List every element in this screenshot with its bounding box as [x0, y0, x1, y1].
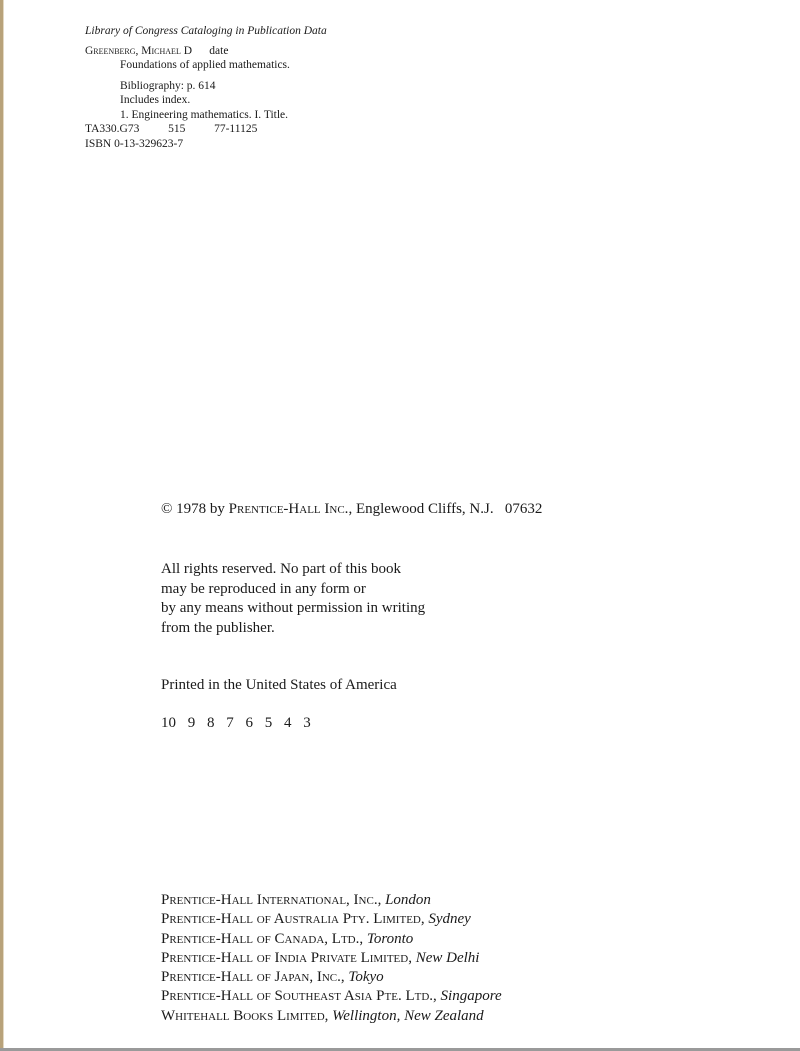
publisher-entry: Prentice-Hall of Australia Pty. Limited, Sydney [161, 911, 471, 928]
cip-heading: Library of Congress Cataloging in Publication Data [85, 25, 327, 37]
publisher-entry: Prentice-Hall of Japan, Inc., Tokyo [161, 969, 384, 986]
cip-lccn: 77-11125 [214, 123, 258, 135]
cip-classification [85, 122, 327, 137]
publisher-entry: Prentice-Hall International, Inc., London [161, 892, 431, 908]
copyright-location: , Englewood Cliffs, N.J. [348, 501, 494, 517]
publisher-name: Prentice-Hall of Australia Pty. Limited [161, 911, 421, 928]
publisher-city: Toronto [366, 930, 414, 947]
publisher-city: Wellington, New Zealand [332, 1007, 484, 1024]
publisher-entry: Prentice-Hall of Southeast Asia Pte. Ltd., Singapore [161, 988, 502, 1005]
publisher-name: Prentice-Hall of Japan, Inc. [161, 969, 341, 986]
rights-line: by any means without permission in writing [161, 600, 426, 616]
cip-subjects: 1. Engineering mathematics. I. Title. [120, 108, 289, 121]
publisher-entry: Prentice-Hall of Canada, Ltd., Toronto [161, 930, 414, 947]
publisher-entry: Prentice-Hall of India Private Limited, New Delhi [161, 949, 480, 966]
printed-in-line: Printed in the United States of America [161, 677, 397, 693]
printing-impression-line: 10 9 8 7 6 5 4 3 [161, 715, 311, 731]
copyright-line [161, 500, 542, 519]
publisher-name: Prentice-Hall of Southeast Asia Pte. Ltd. [161, 988, 434, 1005]
cip-isbn: ISBN 0-13-329623-7 [85, 137, 184, 150]
publisher-city: Singapore [440, 988, 502, 1005]
cip-block [85, 24, 327, 151]
publisher-entry: Whitehall Books Limited, Wellington, New Zealand [161, 1007, 484, 1024]
publisher-city: Sydney [428, 911, 471, 928]
copyright-zip: 07632 [504, 501, 543, 517]
rights-line: from the publisher. [161, 619, 275, 636]
cip-author-line [85, 44, 327, 59]
rights-statement [161, 560, 425, 638]
page-edge-inner [3, 0, 4, 1051]
cip-author-name: Greenberg, Michael D [85, 44, 193, 57]
cip-bibliography: Bibliography: p. 614 [120, 79, 216, 92]
publisher-name: Prentice-Hall of India Private Limited [161, 949, 409, 966]
rights-line: All rights reserved. No part of this book [161, 561, 401, 577]
cip-index-note: Includes index. [120, 94, 191, 106]
copyright-symbol: © [161, 501, 173, 517]
copyright-year: 1978 [176, 501, 207, 517]
publisher-city: New Delhi [415, 949, 480, 966]
cip-dewey: 515 [168, 123, 186, 135]
rights-line: may be reproduced in any form or [161, 580, 366, 597]
publisher-name: Whitehall Books Limited [161, 1007, 325, 1024]
publisher-city: London [385, 892, 431, 908]
publisher-name: Prentice-Hall of Canada, Ltd. [161, 930, 360, 947]
publishers-list [161, 891, 502, 1026]
cip-title: Foundations of applied mathematics. [120, 59, 290, 71]
publisher-city: Tokyo [348, 969, 384, 986]
copyright-publisher: Prentice-Hall Inc. [228, 501, 349, 517]
publisher-name: Prentice-Hall International, Inc. [161, 892, 378, 908]
copyright-by: by [209, 501, 225, 517]
cip-author-date: date [209, 44, 229, 57]
cip-call-number: TA330.G73 [85, 123, 140, 135]
